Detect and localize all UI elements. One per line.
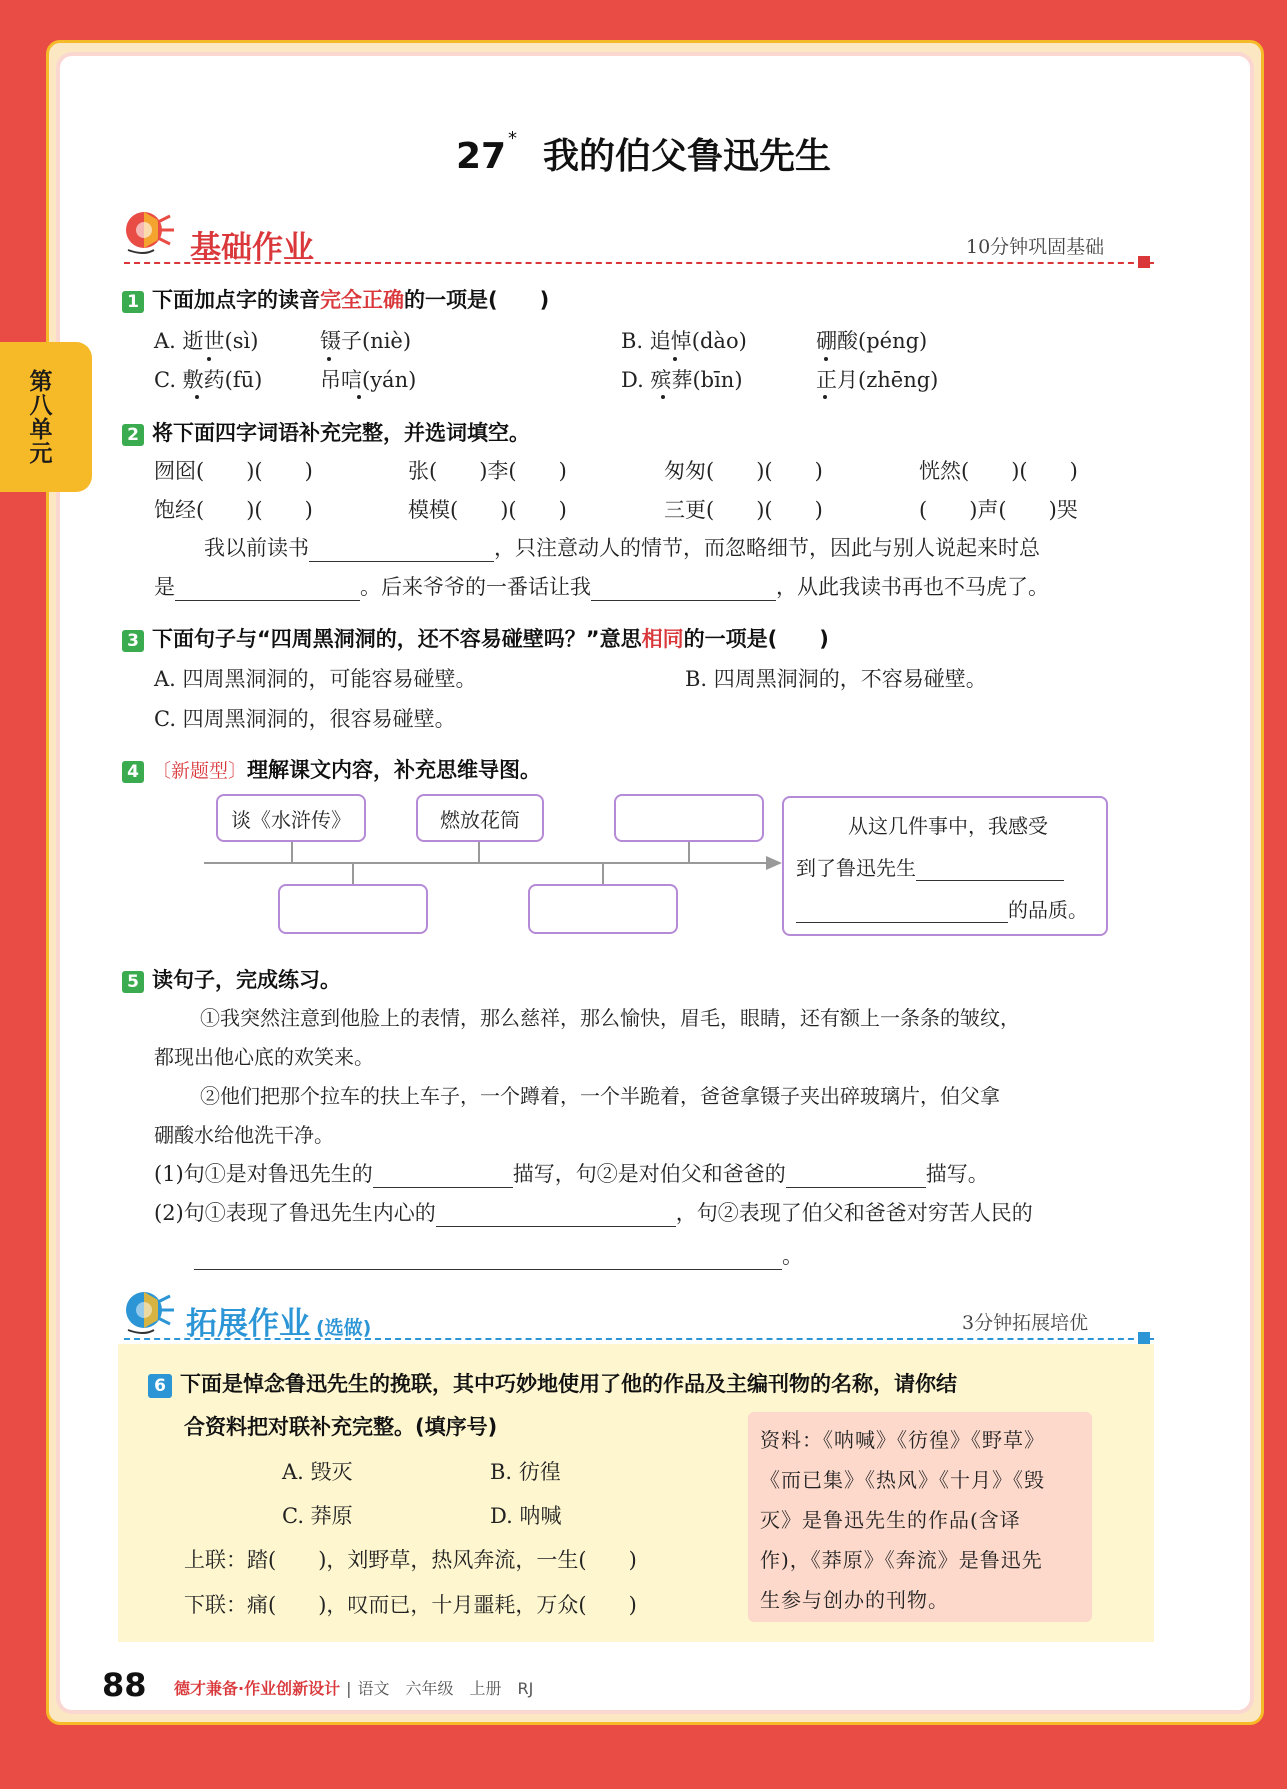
emphasis-dot xyxy=(824,357,828,361)
mindmap-blank-1[interactable] xyxy=(916,859,1064,881)
unit-label: 第八单元 xyxy=(25,369,52,465)
ext-divider-end xyxy=(1138,1332,1150,1344)
q2-s1a: 我以前读书 xyxy=(204,536,309,560)
q3-option-b: B. 四周黑洞洞的，不容易碰壁。 xyxy=(685,667,987,691)
mindmap-summary-line-2 xyxy=(796,852,1064,881)
q5-blank-3[interactable] xyxy=(436,1203,676,1227)
ext-optional: (选做) xyxy=(316,1317,372,1339)
q1-stem xyxy=(122,284,549,314)
q1-pre: 下面加点字的读音 xyxy=(152,288,320,312)
q4-number: 4 xyxy=(122,761,144,783)
q5-l1b: 描写，句②是对伯父和爸爸的 xyxy=(512,1162,786,1186)
q1-option-d1: D. 殡葬(bīn) xyxy=(621,368,743,392)
q5-stem xyxy=(122,964,341,994)
q1-option-a2: 镊子(niè) xyxy=(320,329,412,353)
q5-blank-1[interactable] xyxy=(373,1164,513,1188)
mindmap-box-1 xyxy=(216,794,366,842)
lesson-name: 我的伯父鲁迅先生 xyxy=(543,136,832,177)
q4-stem xyxy=(122,754,541,784)
q1-option-b1: B. 追悼(dào) xyxy=(621,329,747,353)
q3-option-a: A. 四周黑洞洞的，可能容易碰壁。 xyxy=(154,667,477,691)
q2-blank-3[interactable] xyxy=(591,577,776,601)
q6-option-c: C. 莽原 xyxy=(282,1504,353,1528)
footer-text xyxy=(174,1676,533,1699)
balloon-red-icon xyxy=(118,206,180,262)
q1-post: 的一项是( ) xyxy=(404,288,550,312)
q5-l1c: 描写。 xyxy=(925,1162,989,1186)
q3-stem xyxy=(122,623,829,653)
q3-highlight: 相同 xyxy=(641,627,684,651)
q6-option-b: B. 彷徨 xyxy=(490,1460,561,1484)
q5-blank-2[interactable] xyxy=(786,1164,926,1188)
emphasis-dot xyxy=(357,395,361,399)
q5-number: 5 xyxy=(122,971,144,993)
mindmap-stem xyxy=(602,862,604,884)
mindmap-stem xyxy=(478,842,480,862)
q6-option-a: A. 毁灭 xyxy=(282,1460,353,1484)
q5-text: 读句子，完成练习。 xyxy=(152,968,341,992)
q2-word-3: 匆匆( )( ) xyxy=(664,459,823,483)
mindmap-box-3-blank[interactable] xyxy=(614,794,764,842)
emphasis-dot xyxy=(673,357,677,361)
q5-l1a: (1)句①是对鲁迅先生的 xyxy=(154,1162,373,1186)
mindmap-stem xyxy=(291,842,293,862)
emphasis-dot xyxy=(207,357,211,361)
q5-passage-2a: ②他们把那个拉车的扶上车子，一个蹲着，一个半跪着，爸爸拿镊子夹出碎玻璃片，伯父拿 xyxy=(200,1084,1000,1108)
lesson-star: * xyxy=(508,128,518,149)
emphasis-dot xyxy=(823,395,827,399)
q2-word-7: 三更( )( ) xyxy=(664,498,823,522)
emphasis-dot xyxy=(195,395,199,399)
balloon-blue-icon xyxy=(118,1286,180,1344)
q5-line-1 xyxy=(154,1158,989,1188)
q5-blank-4[interactable] xyxy=(194,1246,782,1270)
q1-option-b2: 硼酸(péng) xyxy=(816,329,928,353)
q6-stem xyxy=(148,1368,957,1398)
q4-tag: 〔新题型〕 xyxy=(152,760,248,782)
basic-time: 10分钟巩固基础 xyxy=(966,236,1105,258)
footer-sep: | xyxy=(346,1679,352,1698)
q2-sentence-2 xyxy=(154,571,1049,601)
emphasis-dot xyxy=(327,357,331,361)
mindmap-stem xyxy=(352,862,354,884)
q2-word-5: 饱经( )( ) xyxy=(154,498,313,522)
q5-passage-1a: ①我突然注意到他脸上的表情，那么慈祥，那么愉快，眉毛，眼睛，还有额上一条条的皱纹， xyxy=(200,1006,1020,1030)
q2-blank-2[interactable] xyxy=(175,577,360,601)
note-line-2: 《而已集》《热风》《十月》《毁 xyxy=(760,1468,1045,1492)
q3-number: 3 xyxy=(122,630,144,652)
mindmap-r2: 到了鲁迅先生 xyxy=(796,856,916,880)
q2-stem xyxy=(122,417,530,447)
footer-info: 语文 六年级 上册 RJ xyxy=(357,1679,534,1698)
q6-number: 6 xyxy=(148,1374,172,1398)
mindmap-stem xyxy=(688,842,690,862)
ext-time: 3分钟拓展培优 xyxy=(962,1312,1089,1334)
q1-option-a1: A. 逝世(sì) xyxy=(154,329,259,353)
mindmap-box-2-text: 燃放花筒 xyxy=(440,807,520,832)
q4-text: 理解课文内容，补充思维导图。 xyxy=(247,758,542,782)
mindmap-box-1-text: 谈《水浒传》 xyxy=(231,807,351,832)
mindmap-summary-line-1: 从这几件事中，我感受 xyxy=(848,814,1048,838)
basic-divider-end xyxy=(1138,256,1150,268)
ext-divider xyxy=(124,1338,1154,1340)
q2-text: 将下面四字词语补充完整，并选词填空。 xyxy=(152,421,530,445)
q2-s2c: ，从此我读书再也不马虎了。 xyxy=(776,575,1049,599)
note-line-1: 资料：《呐喊》《彷徨》《野草》 xyxy=(760,1428,1045,1452)
ext-heading xyxy=(186,1298,371,1343)
q2-word-8: ( )声( )哭 xyxy=(919,498,1078,522)
q6-upper-couplet: 上联：踏( )，刘野草，热风奔流，一生( ) xyxy=(184,1548,637,1572)
q2-s2a: 是 xyxy=(154,575,175,599)
q1-option-d2: 正月(zhēng) xyxy=(816,368,939,392)
q2-blank-1[interactable] xyxy=(309,538,494,562)
page-number: 88 xyxy=(102,1666,147,1704)
footer-brand: 德才兼备·作业创新设计 xyxy=(174,1679,341,1698)
q5-l2a: (2)句①表现了鲁迅先生内心的 xyxy=(154,1201,436,1225)
q6-option-d: D. 呐喊 xyxy=(490,1504,562,1528)
q2-sentence-1 xyxy=(204,532,1040,562)
mindmap-box-4-blank[interactable] xyxy=(278,884,428,934)
q5-passage-1b: 都现出他心底的欢笑来。 xyxy=(154,1045,374,1069)
mindmap-r3: 的品质。 xyxy=(1008,898,1088,922)
q6-lower-couplet: 下联：痛( )，叹而已，十月噩耗，万众( ) xyxy=(184,1593,637,1617)
q2-number: 2 xyxy=(122,424,144,446)
q5-line-2 xyxy=(154,1197,1033,1227)
q6-text-1: 下面是悼念鲁迅先生的挽联，其中巧妙地使用了他的作品及主编刊物的名称，请你结 xyxy=(180,1372,957,1396)
mindmap-summary-box xyxy=(782,796,1108,936)
q3-option-c: C. 四周黑洞洞的，很容易碰壁。 xyxy=(154,707,456,731)
q3-post: 的一项是( ) xyxy=(683,627,829,651)
q1-option-c1: C. 敷药(fū) xyxy=(154,368,263,392)
q2-word-6: 模模( )( ) xyxy=(408,498,567,522)
q2-word-4: 恍然( )( ) xyxy=(919,459,1078,483)
ext-heading-text: 拓展作业 xyxy=(186,1306,310,1342)
q5-l3: 。 xyxy=(782,1244,803,1268)
basic-divider xyxy=(124,262,1154,264)
lesson-title xyxy=(0,128,1287,179)
mindmap-axis xyxy=(204,862,770,864)
mindmap-blank-2[interactable] xyxy=(796,901,1008,923)
mindmap-box-5-blank[interactable] xyxy=(528,884,678,934)
q6-text-2: 合资料把对联补充完整。(填序号) xyxy=(184,1415,498,1439)
emphasis-dot xyxy=(661,395,665,399)
lesson-number: 27 xyxy=(455,136,507,177)
q2-word-1: 囫囵( )( ) xyxy=(154,459,313,483)
q5-passage-2b: 硼酸水给他洗干净。 xyxy=(154,1123,334,1147)
note-line-3: 灭》是鲁迅先生的作品(含译 xyxy=(760,1508,1021,1532)
q1-number: 1 xyxy=(122,291,144,313)
q1-option-c2: 吊唁(yán) xyxy=(320,368,417,392)
basic-heading: 基础作业 xyxy=(190,230,314,266)
q2-s2b: 。后来爷爷的一番话让我 xyxy=(360,575,591,599)
mindmap-box-2 xyxy=(416,794,544,842)
q3-pre: 下面句子与“四周黑洞洞的，还不容易碰壁吗？”意思 xyxy=(152,627,642,651)
q6-stem-2 xyxy=(184,1411,497,1441)
unit-side-tab xyxy=(0,342,92,492)
q5-l2b: ，句②表现了伯父和爸爸对穷苦人民的 xyxy=(675,1201,1033,1225)
q1-highlight: 完全正确 xyxy=(320,288,404,312)
q5-line-3 xyxy=(194,1240,803,1270)
note-line-4: 作)，《莽原》《奔流》是鲁迅先 xyxy=(760,1548,1043,1572)
mindmap-summary-line-3 xyxy=(796,894,1088,923)
note-line-5: 生参与创办的刊物。 xyxy=(760,1588,949,1612)
q6-reference-note xyxy=(748,1412,1092,1622)
q2-word-2: 张( )李( ) xyxy=(408,459,567,483)
q2-s1b: ，只注意动人的情节，而忽略细节，因此与别人说起来时总 xyxy=(494,536,1040,560)
